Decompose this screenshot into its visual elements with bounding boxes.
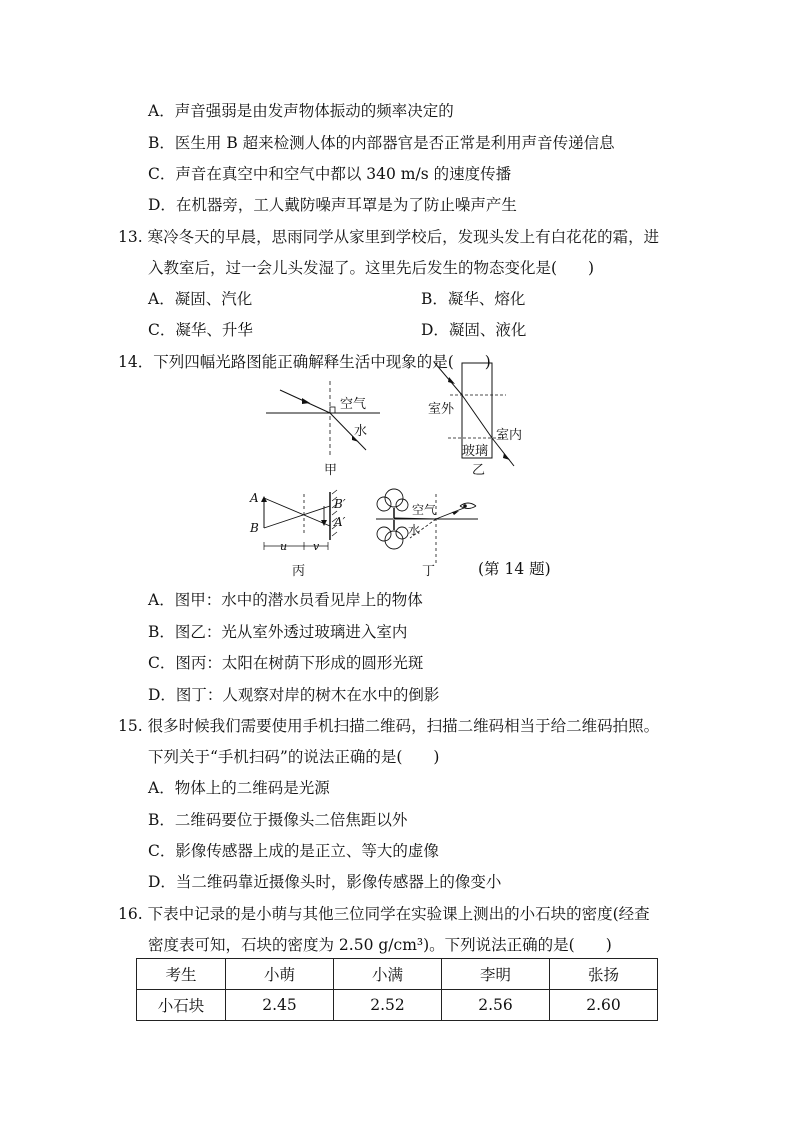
bing-label-b-prime: B′ [334,497,346,511]
q15-option-d: D．当二维码靠近摄像头时，影像传感器上的像变小 [148,873,502,891]
tree-reflection-icon [377,520,408,549]
yi-outdoor-label: 室外 [428,402,455,417]
header-cell-xiaomeng: 小萌 [226,959,334,990]
jia-caption: 甲 [324,463,338,478]
q14-option-d: D．图丁：人观察对岸的树木在水中的倒影 [148,686,440,704]
q13-option-b: B．凝华、熔化 [421,290,526,308]
figure-label: (第 14 题) [478,560,551,578]
yi-caption: 乙 [472,463,486,478]
header-cell-xiaoman: 小满 [334,959,442,990]
density-table [136,958,658,1021]
q12-option-c: C．声音在真空中和空气中都以 340 m/s 的速度传播 [148,165,512,183]
figure-yi [424,360,534,478]
tree-icon [377,489,408,518]
q13-stem-line1: 13. 寒冷冬天的早晨，思雨同学从家里到学校后，发现头发上有白花花的霜，进 [118,228,660,246]
figure-bing [242,484,362,580]
header-cell-examinee: 考生 [137,959,226,990]
q14-option-b: B．图乙：光从室外透过玻璃进入室内 [148,623,408,641]
row-label-stone: 小石块 [137,990,226,1021]
q12-option-d: D．在机器旁，工人戴防噪声耳罩是为了防止噪声产生 [148,196,517,214]
header-cell-zhangyang: 张扬 [550,959,658,990]
value-cell-xiaomeng: 2.45 [226,990,334,1021]
figure-jia [258,378,398,478]
q14-stem: 14．下列四幅光路图能正确解释生活中现象的是( ) [118,353,491,371]
bing-label-u: u [280,540,288,553]
table-header-row [137,959,658,990]
q15-stem-line1: 15. 很多时候我们需要使用手机扫描二维码，扫描二维码相当于给二维码拍照。 [118,717,660,735]
ding-caption: 丁 [422,564,436,579]
q13-option-c: C．凝华、升华 [148,321,253,339]
q13-option-d: D．凝固、液化 [421,321,527,339]
q12-option-a: A．声音强弱是由发声物体振动的频率决定的 [148,102,454,120]
yi-glass-label: 玻璃 [462,444,489,459]
ding-water-label: 水 [408,523,421,537]
q16-stem-line2: 密度表可知，石块的密度为 2.50 g/cm³)。下列说法正确的是( ) [148,936,612,954]
q12-option-b: B．医生用 B 超来检测人体的内部器官是否正常是利用声音传递信息 [148,134,615,152]
yi-indoor-label: 室内 [496,428,523,443]
bing-label-b: B [250,521,259,535]
value-cell-liming: 2.56 [442,990,550,1021]
q15-option-a: A．物体上的二维码是光源 [148,779,330,797]
bing-label-a-prime: A′ [334,515,346,529]
table-row [137,990,658,1021]
q14-option-a: A．图甲：水中的潜水员看见岸上的物体 [148,591,423,609]
value-cell-xiaoman: 2.52 [334,990,442,1021]
jia-water-label: 水 [354,424,368,439]
q15-option-c: C．影像传感器上成的是正立、等大的虚像 [148,842,439,860]
q14-option-c: C．图丙：太阳在树荫下形成的圆形光斑 [148,654,424,672]
bing-caption: 丙 [292,564,306,579]
header-cell-liming: 李明 [442,959,550,990]
eye-icon [460,503,476,509]
q15-stem-line2: 下列关于“手机扫码”的说法正确的是( ) [148,748,440,766]
value-cell-zhangyang: 2.60 [550,990,658,1021]
q13-option-a: A．凝固、汽化 [148,290,253,308]
bing-label-a: A [250,491,259,505]
q13-stem-line2: 入教室后，过一会儿头发湿了。这里先后发生的物态变化是( ) [148,259,595,277]
q15-option-b: B．二维码要位于摄像头二倍焦距以外 [148,811,408,829]
bing-label-v: v [313,540,320,553]
q16-stem-line1: 16. 下表中记录的是小萌与其他三位同学在实验课上测出的小石块的密度(经查 [118,905,650,923]
jia-air-label: 空气 [340,397,367,412]
ding-air-label: 空气 [412,503,437,517]
